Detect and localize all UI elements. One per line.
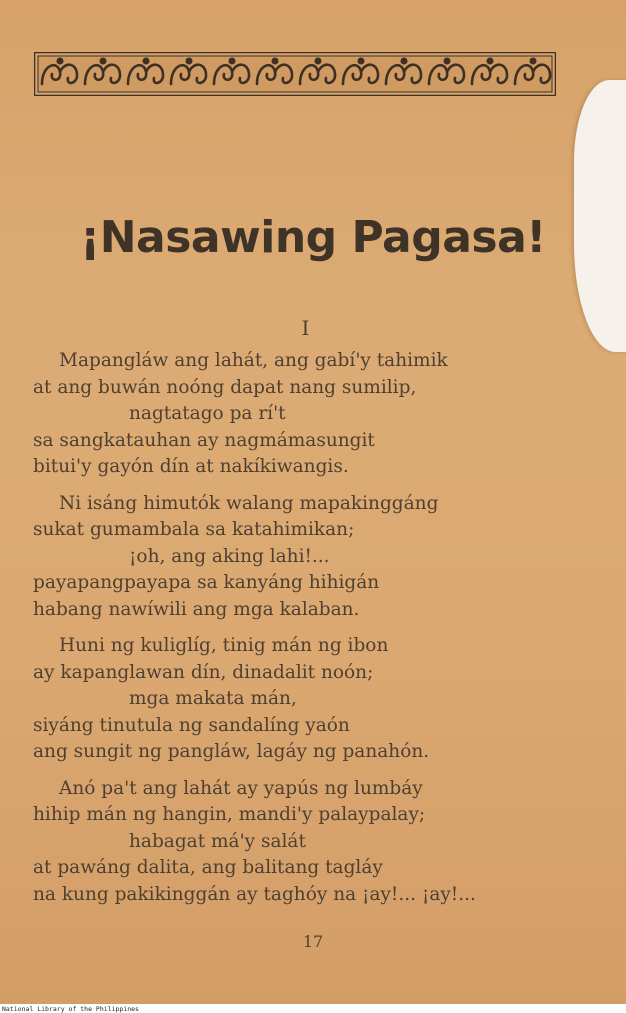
ornament-dot: [359, 59, 363, 63]
poem-line: habang nawíwili ang mga kalaban.: [33, 598, 360, 620]
ornament-dot: [58, 59, 62, 63]
poem-line: hihip mán ng hangin, mandi'y palaypalay;: [33, 804, 426, 825]
stanza-3: [33, 633, 578, 766]
ornament-dot: [273, 59, 277, 63]
poem-line: bitui'y gayón dín at nakíkiwangis.: [33, 456, 349, 477]
ornament-dot: [316, 59, 320, 63]
poem-line: siyáng tinutula ng sandalíng yaón: [33, 714, 350, 736]
poem-line: Mapangláw ang lahát, ang gabí'y tahimik: [59, 350, 448, 371]
section-numeral: I: [301, 316, 310, 340]
stanza-4: [33, 776, 578, 909]
poem-body: [33, 316, 578, 918]
ornament-dot: [445, 59, 449, 63]
poem-line: ay kapanglawan dín, dinadalit noón;: [33, 661, 374, 683]
ornamental-border: [34, 52, 556, 96]
poem-line: Huni ng kuliglíg, tinig mán ng ibon: [59, 635, 389, 656]
stanza-1: [33, 348, 578, 481]
library-footer: National Library of the Philippines: [2, 1005, 139, 1013]
poem-title: ¡Nasawing Pagasa!: [80, 212, 546, 263]
ornament-dot: [230, 59, 234, 63]
poem-line: at pawáng dalita, ang balitang tagláy: [33, 857, 383, 878]
poem-line: na kung pakikinggán ay taghóy na ¡ay!... ¡ay!...: [33, 883, 476, 905]
page-number: 17: [302, 932, 324, 951]
ornament-dot: [101, 59, 105, 63]
poem-line: habagat má'y salát: [129, 830, 306, 852]
poem-line: sukat gumambala sa katahimikan;: [33, 519, 355, 540]
ornament-dot: [144, 59, 148, 63]
poem-line: ang sungit ng pangláw, lagáy ng panahón.: [33, 741, 430, 762]
ornament-dot: [402, 59, 406, 63]
ornament-dot: [488, 59, 492, 63]
poem-line: nagtatago pa rí't: [129, 403, 286, 424]
ornament-dot: [187, 59, 191, 63]
poem-line: mga makata mán,: [129, 688, 297, 709]
poem-line: Ni isáng himutók walang mapakinggáng: [59, 492, 439, 514]
poem-line: at ang buwán noóng dapat nang sumilip,: [33, 376, 417, 398]
stanza-2: [33, 491, 578, 624]
poem-line: sa sangkatauhan ay nagmámasungit: [33, 429, 375, 451]
ornament-dot: [531, 59, 535, 63]
poem-line: Anó pa't ang lahát ay yapús ng lumbáy: [59, 777, 423, 799]
poem-line: ¡oh, ang aking lahi!...: [129, 545, 330, 567]
poem-line: payapangpayapa sa kanyáng hihigán: [33, 572, 380, 593]
